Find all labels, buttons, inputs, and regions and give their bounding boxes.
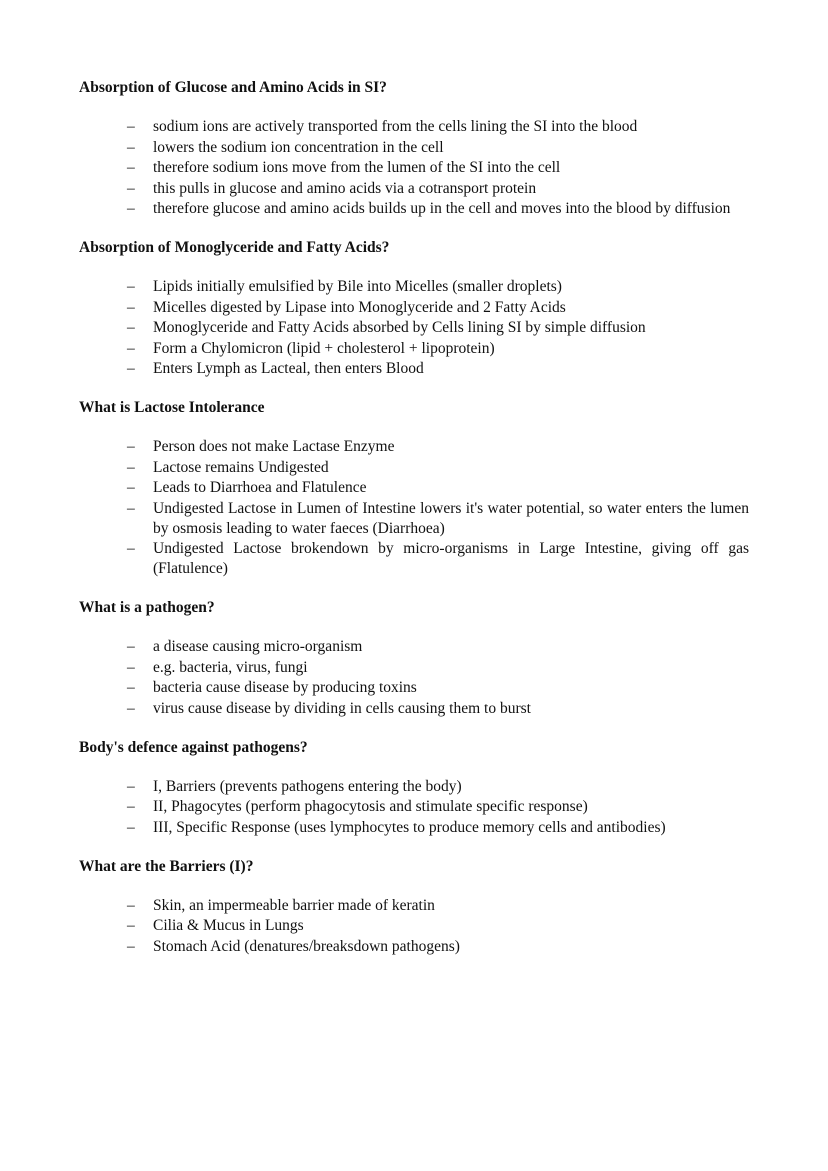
dash-icon: –	[127, 278, 135, 295]
dash-icon: –	[127, 798, 135, 815]
list-item	[79, 637, 749, 657]
dash-icon: –	[127, 638, 135, 655]
list-item-text: lowers the sodium ion concentration in the cell	[153, 138, 444, 156]
list-item	[79, 117, 749, 137]
list-item-text: III, Specific Response (uses lymphocytes to produce memory cells and antibodies)	[153, 818, 666, 836]
list-item	[79, 478, 749, 498]
list-item	[79, 658, 749, 678]
list-item-text: Lipids initially emulsified by Bile into Micelles (smaller droplets)	[153, 278, 562, 295]
list-item-text: therefore glucose and amino acids builds up in the cell and moves into the blood by diffusion	[153, 200, 731, 217]
list-item	[79, 277, 749, 297]
section-heading: Absorption of Glucose and Amino Acids in SI?	[79, 79, 387, 96]
list-item	[79, 818, 749, 838]
list-item	[79, 458, 749, 478]
dash-icon: –	[127, 138, 135, 156]
section-heading: What are the Barriers (I)?	[79, 857, 254, 875]
dash-icon: –	[127, 917, 135, 934]
list-item-text: Lactose remains Undigested	[153, 458, 329, 476]
list-item-text: Enters Lymph as Lacteal, then enters Blood	[153, 360, 424, 377]
list-item-text: I, Barriers (prevents pathogens entering the body)	[153, 777, 462, 795]
list-item	[79, 499, 749, 539]
list-item-text: Monoglyceride and Fatty Acids absorbed by Cells lining SI by simple diffusion	[153, 319, 646, 336]
list-item	[79, 318, 749, 338]
list-item	[79, 797, 749, 817]
list-item-text: e.g. bacteria, virus, fungi	[153, 658, 308, 676]
list-item	[79, 359, 749, 379]
bullet-list	[79, 437, 749, 579]
list-item	[79, 937, 749, 957]
bullet-list	[79, 637, 749, 719]
list-item-text: virus cause disease by dividing in cells causing them to burst	[153, 699, 531, 717]
list-item	[79, 699, 749, 719]
section-body-defence	[79, 738, 749, 838]
list-item-text: Form a Chylomicron (lipid + cholesterol + lipoprotein)	[153, 339, 495, 357]
list-item	[79, 138, 749, 158]
dash-icon: –	[127, 540, 135, 557]
dash-icon: –	[127, 298, 135, 316]
bullet-list	[79, 117, 749, 219]
list-item-text: therefore sodium ions move from the lumen of the SI into the cell	[153, 159, 561, 176]
dash-icon: –	[127, 499, 135, 517]
dash-icon: –	[127, 319, 135, 336]
list-item-text: bacteria cause disease by producing toxins	[153, 679, 417, 696]
list-item	[79, 916, 749, 936]
section-heading: What is a pathogen?	[79, 599, 215, 616]
bullet-list	[79, 277, 749, 379]
list-item-text: Stomach Acid (denatures/breaksdown pathogens)	[153, 937, 460, 955]
section-heading: What is Lactose Intolerance	[79, 399, 265, 416]
dash-icon: –	[127, 200, 135, 217]
section-lipid-absorption	[79, 238, 749, 379]
list-item-text: Skin, an impermeable barrier made of keratin	[153, 896, 435, 914]
list-item	[79, 777, 749, 797]
document-page	[79, 78, 749, 976]
list-item-text: this pulls in glucose and amino acids via a cotransport protein	[153, 179, 537, 197]
list-item	[79, 339, 749, 359]
dash-icon: –	[127, 679, 135, 696]
dash-icon: –	[127, 777, 135, 795]
list-item-text: Undigested Lactose in Lumen of Intestine lowers it's water potential, so water enters the lumen by osmosis leading to water faeces (Diarrhoea)	[153, 499, 749, 537]
list-item-text: sodium ions are actively transported from the cells lining the SI into the blood	[153, 118, 638, 135]
list-item	[79, 539, 749, 579]
section-barriers	[79, 857, 749, 957]
list-item	[79, 896, 749, 916]
dash-icon: –	[127, 339, 135, 357]
dash-icon: –	[127, 479, 135, 496]
list-item-text: a disease causing micro-organism	[153, 638, 363, 655]
bullet-list	[79, 896, 749, 957]
section-heading: Body's defence against pathogens?	[79, 738, 308, 756]
dash-icon: –	[127, 699, 135, 717]
section-glucose-absorption	[79, 78, 749, 219]
list-item-text: Micelles digested by Lipase into Monoglyceride and 2 Fatty Acids	[153, 298, 566, 316]
list-item	[79, 437, 749, 457]
list-item-text: Person does not make Lactase Enzyme	[153, 438, 395, 455]
section-heading: Absorption of Monoglyceride and Fatty Acids?	[79, 239, 390, 256]
list-item	[79, 158, 749, 178]
section-lactose-intolerance	[79, 398, 749, 579]
list-item	[79, 199, 749, 219]
list-item-text: Cilia & Mucus in Lungs	[153, 917, 304, 934]
section-pathogen	[79, 598, 749, 719]
list-item	[79, 179, 749, 199]
list-item-text: Leads to Diarrhoea and Flatulence	[153, 479, 367, 496]
list-item-text: II, Phagocytes (perform phagocytosis and stimulate specific response)	[153, 798, 588, 815]
dash-icon: –	[127, 937, 135, 955]
dash-icon: –	[127, 658, 135, 676]
bullet-list	[79, 777, 749, 838]
list-item	[79, 298, 749, 318]
list-item	[79, 678, 749, 698]
dash-icon: –	[127, 438, 135, 455]
dash-icon: –	[127, 159, 135, 176]
dash-icon: –	[127, 118, 135, 135]
list-item-text: Undigested Lactose brokendown by micro-organisms in Large Intestine, giving off gas (Flatulence)	[153, 540, 749, 577]
dash-icon: –	[127, 896, 135, 914]
dash-icon: –	[127, 818, 135, 836]
dash-icon: –	[127, 179, 135, 197]
dash-icon: –	[127, 360, 135, 377]
dash-icon: –	[127, 458, 135, 476]
